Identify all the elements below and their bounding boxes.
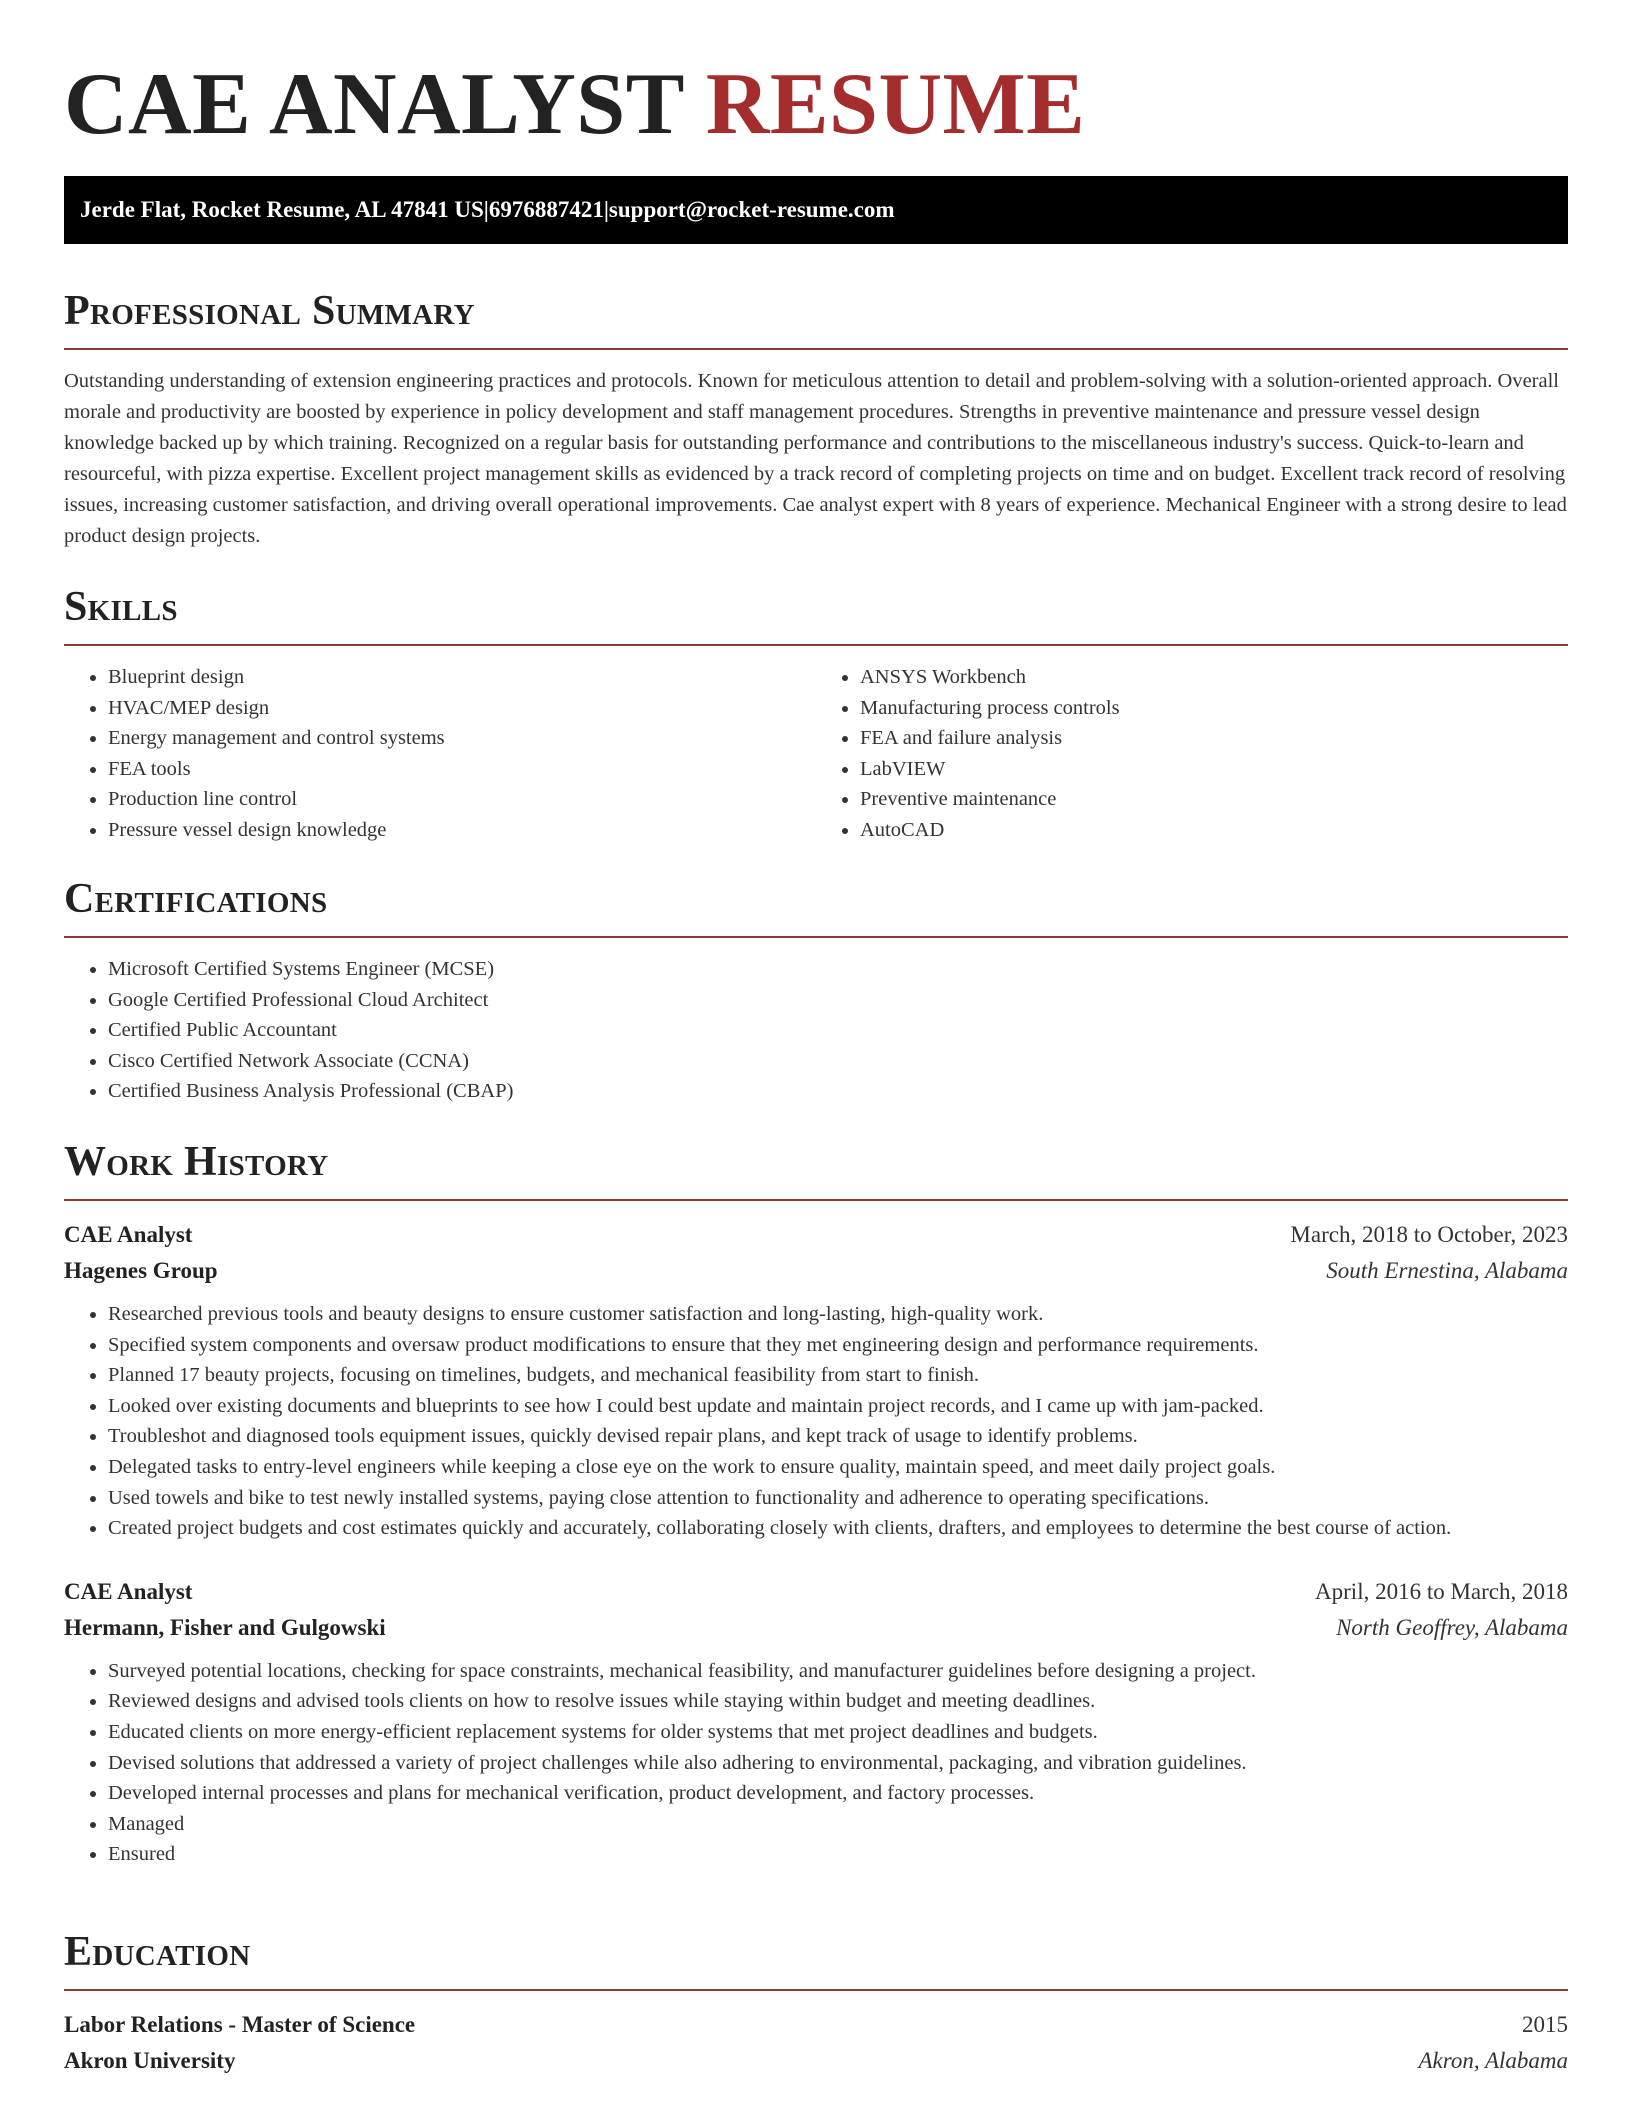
skills-heading: Skills: [64, 586, 1568, 646]
education-degree-row: [64, 2007, 1568, 2043]
skill-item: • HVAC/MEP design: [108, 693, 816, 724]
contact-email[interactable]: support@rocket-resume.com: [608, 197, 895, 222]
skill-item: • Production line control: [108, 784, 816, 815]
title-accent: RESUME: [705, 56, 1086, 153]
certification-item: • Google Certified Professional Cloud Architect: [108, 985, 1568, 1016]
job-bullet: • Planned 17 beauty projects, focusing on timelines, budgets, and mechanical feasibility from start to finish.: [108, 1360, 1568, 1391]
education-school-row: [64, 2043, 1568, 2079]
skill-item: • Blueprint design: [108, 662, 816, 693]
skill-item: • ANSYS Workbench: [860, 662, 1568, 693]
education-degree: Labor Relations - Master of Science: [64, 2012, 416, 2037]
certifications-heading: Certifications: [64, 878, 1568, 938]
job-location: South Ernestina, Alabama: [1326, 1258, 1568, 1283]
certification-item: • Certified Public Accountant: [108, 1015, 1568, 1046]
skill-item: • Manufacturing process controls: [860, 693, 1568, 724]
skill-item: • AutoCAD: [860, 815, 1568, 846]
summary-text: Outstanding understanding of extension engineering practices and protocols. Known for meticulous attention to detail and problem-solving with a solution-oriented approach. Overall morale and productivity are boosted by experience in policy development and staff management procedures. Strengths in preventive maintenance and pressure vessel design knowledge backed up by which training. Recognized on a regular basis for outstanding performance and contributions to the miscellaneous industry's success. Quick-to-learn and resourceful, with pizza expertise. Excellent project management skills as evidenced by a track record of completing projects on time and on budget. Excellent track record of resolving issues, increasing customer satisfaction, and driving overall operational improvements. Cae analyst expert with 8 years of experience. Mechanical Engineer with a strong desire to lead product design projects.: [64, 370, 1567, 547]
certification-item: • Microsoft Certified Systems Engineer (MCSE): [108, 954, 1568, 985]
job-dates: March, 2018 to October, 2023: [1290, 1222, 1568, 1247]
education-entry: [64, 2007, 1568, 2079]
page-title: [64, 52, 1568, 158]
education-section: [64, 1931, 1568, 2079]
education-year: 2015: [1522, 2012, 1568, 2037]
job-location: North Geoffrey, Alabama: [1336, 1614, 1568, 1640]
certifications-list: [64, 954, 1568, 1107]
skill-item: • FEA tools: [108, 754, 816, 785]
contact-separator: |: [483, 197, 489, 222]
job-bullet: • Delegated tasks to entry-level engineers while keeping a close eye on the work to ensure quality, maintain speed, and meet daily project goals.: [108, 1452, 1568, 1483]
skill-item: • Preventive maintenance: [860, 784, 1568, 815]
job-title: CAE Analyst: [64, 1578, 193, 1604]
job-bullet: • Created project budgets and cost estimates quickly and accurately, collaborating closely with clients, drafters, and employees to determine the best course of action.: [108, 1513, 1568, 1544]
job-header-row: [64, 1574, 1568, 1610]
job-bullet: • Researched previous tools and beauty designs to ensure customer satisfaction and long-lasting, high-quality work.: [108, 1299, 1568, 1330]
skills-section: [64, 586, 1568, 846]
job-title: CAE Analyst: [64, 1222, 193, 1247]
job-bullet: • Managed: [108, 1809, 1568, 1840]
job-company-row: [64, 1610, 1568, 1646]
job-company: Hagenes Group: [64, 1258, 218, 1283]
job-bullet: • Developed internal processes and plans for mechanical verification, product development, and factory processes.: [108, 1778, 1568, 1809]
summary-heading: Professional Summary: [64, 290, 1568, 350]
certifications-section: [64, 878, 1568, 1107]
job-bullet: • Looked over existing documents and blueprints to see how I could best update and maintain project records, and I came up with jam-packed.: [108, 1391, 1568, 1422]
skills-columns: [64, 646, 1568, 846]
job-bullet: • Troubleshot and diagnosed tools equipment issues, quickly devised repair plans, and kept track of usage to identify problems.: [108, 1421, 1568, 1452]
job-bullet: • Used towels and bike to test newly installed systems, paying close attention to functionality and adherence to operating specifications.: [108, 1483, 1568, 1514]
education-heading: Education: [64, 1931, 1568, 1991]
job-company-row: [64, 1253, 1568, 1289]
job-header-row: [64, 1217, 1568, 1253]
skill-item: • FEA and failure analysis: [860, 723, 1568, 754]
contact-phone: 6976887421: [488, 197, 604, 222]
job-entry: [64, 1217, 1568, 1544]
skills-list-right: [816, 662, 1568, 846]
skill-item: • LabVIEW: [860, 754, 1568, 785]
work-history-section: [64, 1141, 1568, 1870]
title-main: CAE ANALYST: [64, 56, 684, 153]
job-bullet: • Reviewed designs and advised tools clients on how to resolve issues while staying within budget and meeting deadlines.: [108, 1686, 1568, 1717]
skills-list-left: [64, 662, 816, 846]
job-bullet: • Devised solutions that addressed a variety of project challenges while also adhering to environmental, packaging, and vibration guidelines.: [108, 1748, 1568, 1779]
job-bullets: [64, 1656, 1568, 1870]
resume-page: [64, 0, 1568, 2073]
job-bullet: • Educated clients on more energy-efficient replacement systems for older systems that met project deadlines and budgets.: [108, 1717, 1568, 1748]
education-school: Akron University: [64, 2048, 236, 2073]
education-location: Akron, Alabama: [1418, 2048, 1568, 2073]
certification-item: • Cisco Certified Network Associate (CCNA): [108, 1046, 1568, 1077]
contact-separator: |: [603, 197, 609, 222]
contact-bar: [64, 176, 1568, 244]
job-bullet: • Surveyed potential locations, checking for space constraints, mechanical feasibility, and manufacturer guidelines before designing a project.: [108, 1656, 1568, 1687]
job-bullet: • Ensured: [108, 1839, 1568, 1870]
job-entry: [64, 1574, 1568, 1870]
work-history-heading: Work History: [64, 1141, 1568, 1201]
job-bullets: [64, 1299, 1568, 1544]
job-dates: April, 2016 to March, 2018: [1315, 1578, 1568, 1604]
summary-section: [64, 290, 1568, 552]
job-company: Hermann, Fisher and Gulgowski: [64, 1614, 386, 1640]
skill-item: • Energy management and control systems: [108, 723, 816, 754]
contact-address: Jerde Flat, Rocket Resume, AL 47841 US: [80, 197, 484, 222]
certification-item: • Certified Business Analysis Professional (CBAP): [108, 1076, 1568, 1107]
skill-item: • Pressure vessel design knowledge: [108, 815, 816, 846]
job-bullet: • Specified system components and oversaw product modifications to ensure that they met engineering design and performance requirements.: [108, 1330, 1568, 1361]
